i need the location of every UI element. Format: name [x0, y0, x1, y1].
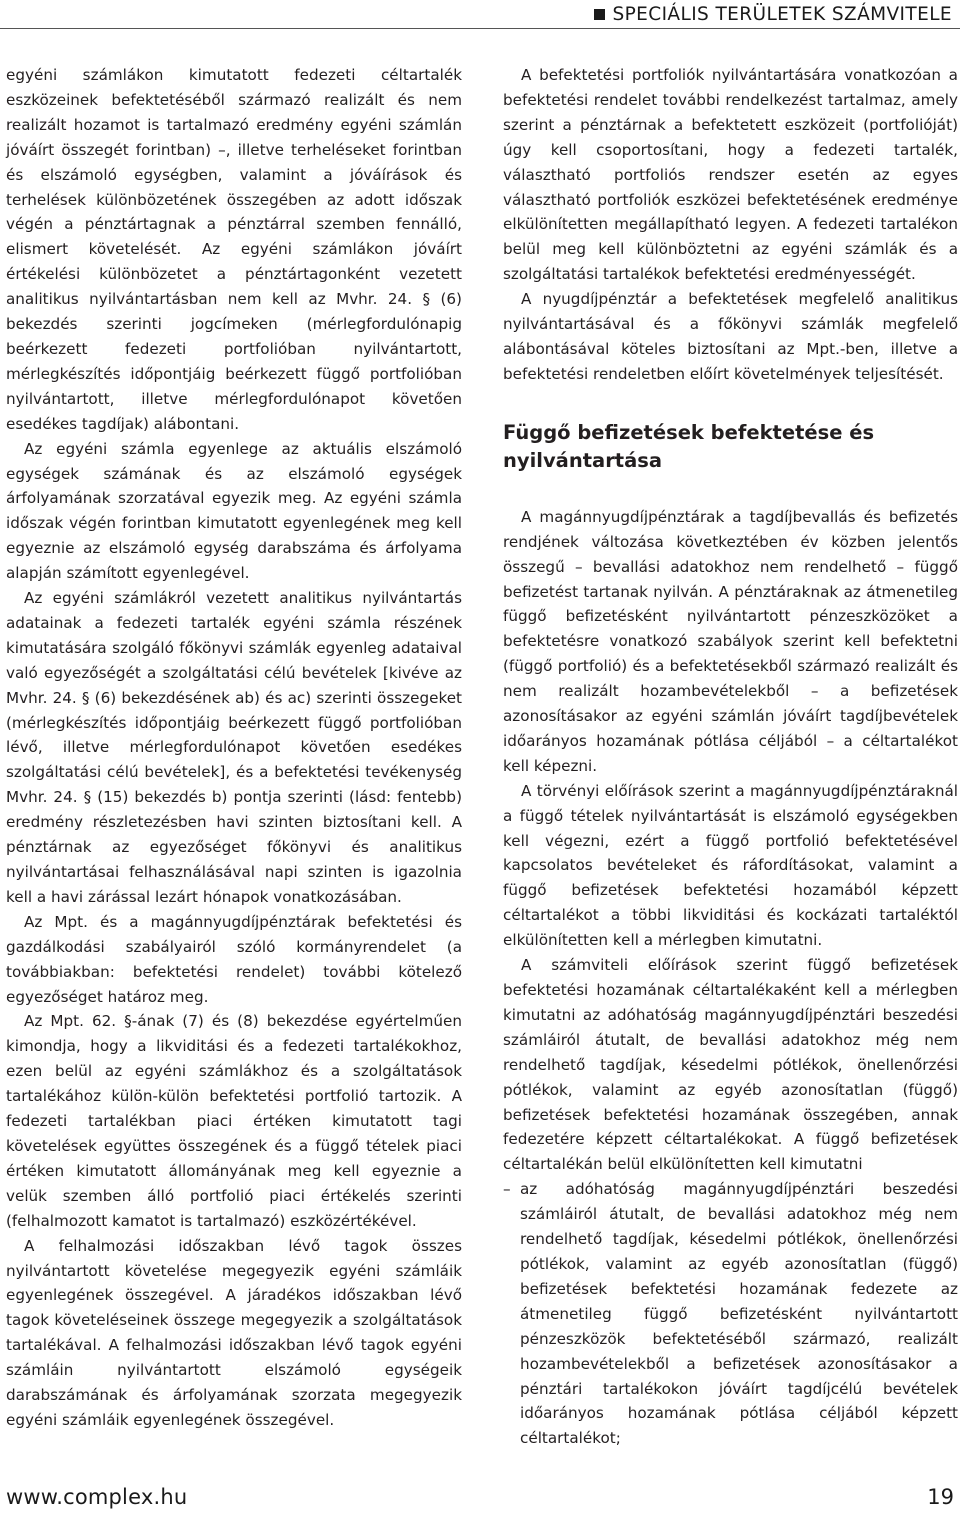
paragraph: A befektetési portfoliók nyilvántartására vonatkozóan a befektetési rendelet további rendelkezést tartalmaz, amely szerint a pénztárnak a befektetett eszközeit (portfolióját) úgy kell csoportosítani, hogy a fedezeti tartalék, választható portfoliós rendszer esetén az egyes választható portfoliók eszközei befektetésének eredménye elkülönítetten megállapítható legyen. A fedezeti tartalékon belül meg kell különböztetni az egyéni számlák és a szolgáltatási tartalékok befektetési eredményességét.: [503, 66, 958, 284]
paragraph: A nyugdíjpénztár a befektetések megfelelő analitikus nyilvántartásával és a főkönyvi számlák megfelelő alábontásával köteles biztosítani az Mpt.-ben, illetve a befektetési rendeletben előírt követelmények teljesítését.: [503, 290, 958, 383]
square-bullet-icon: [594, 9, 605, 20]
paragraph: Az Mpt. és a magánnyugdíjpénztárak befektetési és gazdálkodási szabályairól szóló kormányrendelet (a továbbiakban: befektetési rendelet) további kötelező egyezőséget határoz meg.: [6, 912, 462, 1006]
dash-bullet: –: [503, 1180, 511, 1199]
paragraph: A magánnyugdíjpénztárak a tagdíjbevallás és befizetés rendjének változása következtében év közben jelentős összegű – bevallási adatokhoz nem rendelhető – függő befizetést tartanak nyilván. A pénztáraknak az átmenetileg függő befizetésként nyilvántartott pénzeszközöket a befektetésre vonatkozó szabályok szerint kell befektetni (függő portfolió) és a befektetésekből származó realizált és nem realizált hozambevételekből – a befizetések azonosításakor az egyéni számlán jóváírt tagdíjbevételek időarányos hozamának pótlása céljából – a céltartalékot kell képezni.: [503, 507, 958, 775]
paragraph: Az egyéni számlákról vezetett analitikus nyilvántartás adatainak a fedezeti tartalék egyéni számla részének kimutatására szolgáló főkönyvi számlák egyenleg adataival való egyezőségét a szolgáltatási célú bevételek [kivéve az Mvhr. 24. § (6) bekezdésének ab) és ac) szerinti összegeket (mérlegkészítés időpontjáig beérkezett függő portfolióban lévő, illetve mérlegfordulónapot követően esedékes szolgáltatási célú bevételek], és a befektetési tevékenység Mvhr. 24. § (15) bekezdés b) pontja szerinti (lásd: fentebb) eredmény részletezésben havi szinten biztosítani kell. A pénztárnak az egyezőséget főkönyvi és analitikus nyilvántartásai felhasználásával napi szinten is igazolnia kell a havi zárással lezárt hónapok vonatkozásában.: [6, 589, 462, 906]
list-item-text: az adóhatóság magánnyugdíjpénztári beszedési számláiról átutalt, de bevallási adatokhoz még nem rendelhető tagdíjak, késedelmi pótlékok, önellenőrzési pótlékok, valamint az egyéb azonosítatlan (függő) befizetések befektetési hozamának fedezete az átmenetileg függő befizetésként nyilvántartott pénzeszközök befektetéséből származó, realizált hozambevételekből a befizetések azonosításakor a pénztári tartalékokon jóváírt tagdíjcélú bevételek időarányos hozamának pótlása céljából képzett céltartalékot;: [520, 1180, 958, 1448]
paragraph: A törvényi előírások szerint a magánnyugdíjpénztáraknál a függő tételek nyilvántartását is elszámoló egységekben kell végezni, ezért a függő portfolió befektetésével kapcsolatos bevételeket és ráfordításokat, valamint a függő befizetések befektetési hozamából képzett céltartalékot a többi likviditási és kockázati tartaléktól elkülönítetten kell a mérlegben kimutatni.: [503, 781, 958, 950]
right-column: [503, 63, 958, 1451]
paragraph: egyéni számlákon kimutatott fedezeti céltartalék eszközeinek befektetéséből származó realizált és nem realizált hozamot is tartalmazó eredmény egyéni számlán jóváírt összegét forintban) –, illetve terheléseket forintban és elszámoló egységben, valamint a jóváírások és terhelések különbözetének összegében az adott időszak végén a pénztártagnak a pénztárral szemben fennálló, elismert követelését. Az egyéni számlákon jóváírt értékelési különbözetet a pénztártagonként vezetett analitikus nyilvántartásban nem kell az Mvhr. 24. § (6) bekezdés szerinti jogcímeken (mérlegfordulónapig beérkezett fedezeti portfolióban nyilvántartott, mérlegkészítés időpontjáig beérkezett függő portfolióban nyilvántartott, illetve mérlegfordulónapot követően esedékes tagdíjak) alábontani.: [6, 66, 462, 433]
running-header: [594, 2, 952, 26]
header-divider: [0, 28, 960, 29]
paragraph: A számviteli előírások szerint függő befizetések befektetési hozamának céltartalékaként kell a mérlegben kimutatni az adóhatóság magánnyugdíjpénztári beszedési számláiról átutalt, de bevallási adatokhoz még nem rendelhető tagdíjak, késedelmi pótlékok, önellenőrzési pótlékok, valamint az egyéb azonosítatlan (függő) befizetések befektetési hozamának összegében, annak fedezetére képzett céltartalékokat. A függő befizetések céltartalékán belül elkülönítetten kell kimutatni: [503, 956, 958, 1174]
page-number: 19: [927, 1485, 954, 1509]
paragraph: Az Mpt. 62. §-ának (7) és (8) bekezdése egyértelműen kimondja, hogy a likviditási és a fedezeti tartalékokhoz, ezen belül az egyéni számlákhoz és a szolgáltatások tartalékához külön-külön befektetési portfolió tartozik. A fedezeti tartalékban piaci értéken kimutatott tagi követelések együttes összegének és a függő tételek piaci értéken kimutatott állományának meg kell egyeznie a velük szemben álló portfolió piaci értékelés szerinti (felhalmozott kamatot is tartalmazó) eszközértékével.: [6, 1012, 462, 1230]
paragraph: A felhalmozási időszakban lévő tagok összes nyilvántartott követelése megegyezik egyéni számláik egyenlegének összegével. A járadékos időszakban lévő tagok követeléseinek összege megegyezik a szolgáltatások tartalékával. A felhalmozási időszakban lévő tagok egyéni számláin nyilvántartott elszámoló egységeik darabszámának és árfolyamának szorzata megegyezik egyéni számláik egyenlegének összegével.: [6, 1236, 462, 1429]
list-item: [503, 1177, 958, 1451]
paragraph: Az egyéni számla egyenlege az aktuális elszámoló egységek számának és az elszámoló egységek árfolyamának szorzatával egyezik meg. Az egyéni számla időszak végén forintban kimutatott egyenlegének meg kell egyeznie az elszámoló egység darabszáma és árfolyama alapján számított egyenlegével.: [6, 439, 462, 583]
section-title: SPECIÁLIS TERÜLETEK SZÁMVITELE: [612, 3, 952, 25]
footer-website-link[interactable]: www.complex.hu: [6, 1485, 188, 1509]
section-heading: Függő befizetések befektetése és nyilvántartása: [503, 420, 875, 472]
left-column: [6, 63, 462, 1433]
